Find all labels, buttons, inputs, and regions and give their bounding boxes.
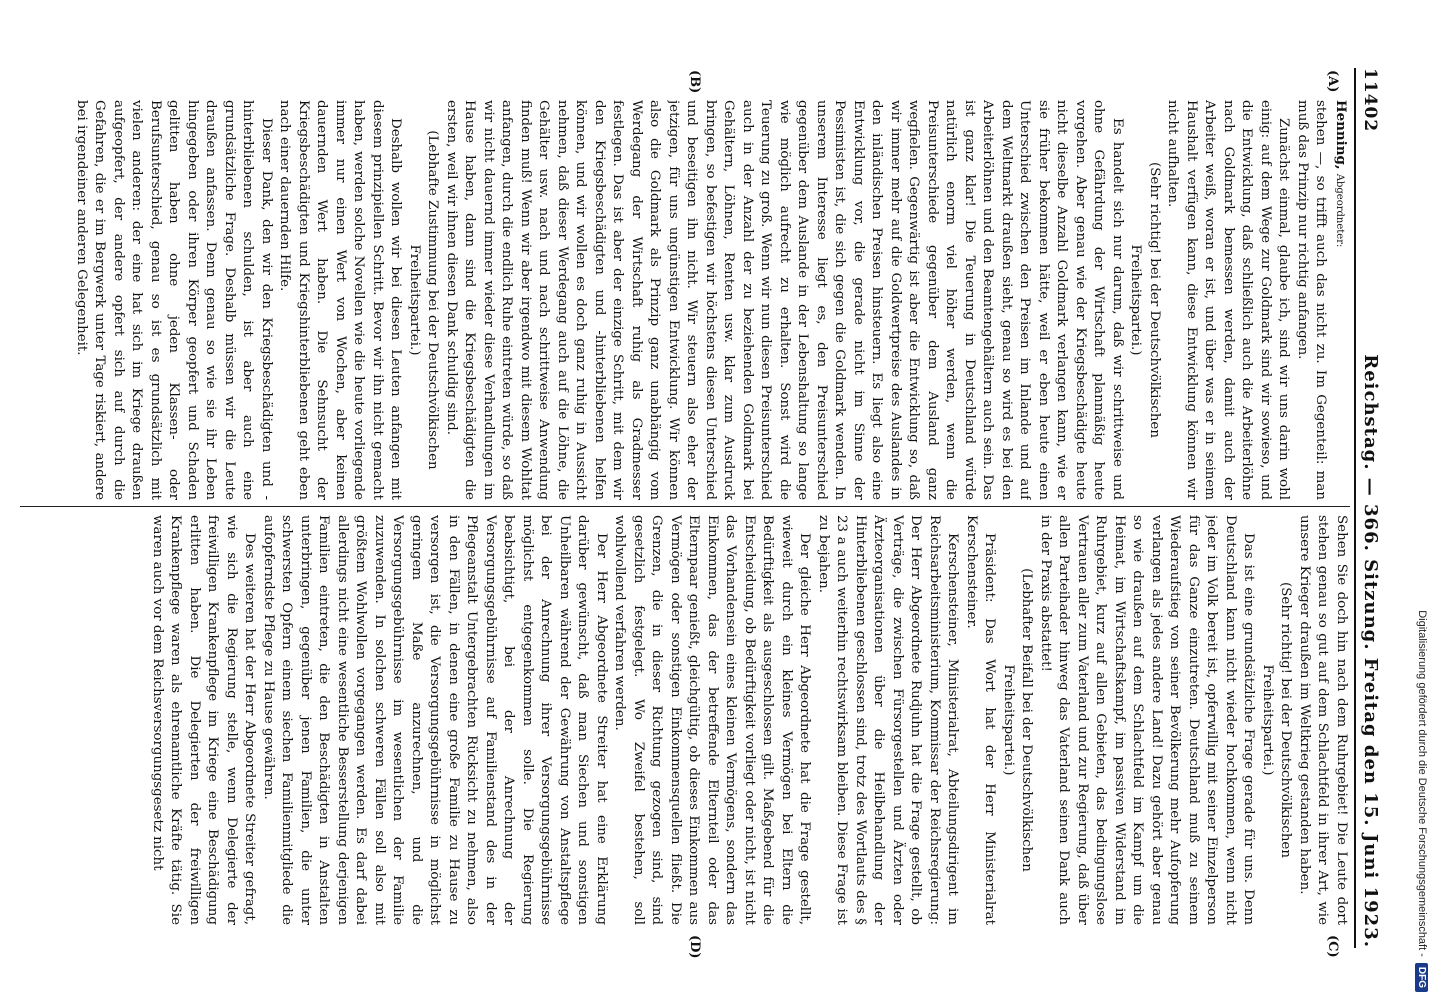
paragraph: Kerschensteiner, Ministerialrat, Abteilungsdirigent im Reichsarbeitsministerium, Kommissar der Reichsregierung: Der Herr Abgeordnete Rudjuhn hat die Frage gestellt, ob Verträge, die zwischen Fürsorgestellen und Ärzten oder Ärzteorganisationen über die Heilbehandlung der Hinterbliebenen geschlossen sind, trotz des Wortlauts des § 23 a auch weiterhin rechtswirksam bleiben. Diese Frage ist zu bejahen. xyxy=(816,515,961,925)
paragraph: Das ist eine grundsätzliche Frage gerade für uns. Denn Deutschland kann nicht wieder hochkommen, wenn nicht jeder im Volk bereit ist, opferwillig mit seiner Einzelperson für das Ganze einzutreten. Deutschland muß zu seinem Wiederaufstieg von seiner Bevölkerung mehr Aufopferung verlangen als jedes andere Land! Dazu gehört aber genau so wie draußen auf dem Schlachtfeld im Kampf um die Heimat, im Wirtschaftskampf, im passiven Widerstand im Ruhrgebiet, kurz auf allen Gebieten, das bedingungslose Vertrauen aller zum Vaterland und zur Regierung, daß über allen Parteihader hinweg das Vaterland seinen Dank auch in der Praxis abstattet! xyxy=(1038,515,1257,925)
rotated-page xyxy=(2,0,1402,1000)
page-header xyxy=(1354,68,1396,948)
digitization-credit xyxy=(1412,8,1432,992)
speaker-name: Henning, xyxy=(1333,100,1349,170)
paragraph: Der Herr Abgeordnete Streiter hat eine Erklärung darüber gewünscht, daß man Siechen und sonstigen Unheilbaren während der Gewährung von Anstaltspflege bei der Anrechnung ihrer Versorgungsgebührnisse möglichst entgegenkommen solle. Die Regierung beabsichtigt, bei der Anrechnung der Versorgungsgebührnisse auf Familienstand des in der Pflegeanstalt Untergebrachten Rücksicht zu nehmen, also in den Fällen, in denen eine große Familie zu Hause zu versorgen ist, die Versorgungsgebührnisse in möglichst geringem Maße anzurechnen, und die Versorgungsgebührnisse im wesentlichen der Familie zuzuwenden. In solchen schweren Fällen soll also mit größtem Wohlwollen vorgegangen werden. Es darf dabei allerdings nicht eine wesentliche Besserstellung derjenigen Familien eintreten, die den Beschädigten in Anstalten unterbringen, gegenüber jenen Familien, die unter schwersten Opfern einem siechen Familienmitgliede die aufopferndste Pflege zu Hause gewähren. xyxy=(261,515,609,925)
president-line: Präsident: Das Wort hat der Herr Ministerialrat Kerschensteiner. xyxy=(964,515,998,925)
speaker-role: Abgeordneter: xyxy=(1334,173,1345,248)
right-column xyxy=(20,515,1350,925)
dfg-logo: DFG xyxy=(1416,963,1429,992)
interjection: (Sehr richtig! bei der Deutschvölkischen Freiheitspartei.) xyxy=(1128,162,1162,438)
page-number: 11402 xyxy=(1360,68,1380,133)
paragraph: Deshalb wollen wir bei diesen Leuten anfangen mit diesem prinzipiellen Schritt. Bevor wir ihn nicht gemacht haben, werden solche Novellen wie die heute vorliegende immer nur einen Wert von Wochen, aber keinen dauernden Wert haben. Die Sehnsucht der Kriegsbeschädigten und Kriegshinterbliebenen geht eben nach einer dauernden Hilfe. xyxy=(277,100,404,500)
interjection: (Lebhafte Zustimmung bei der Deutschvölkischen Freiheitspartei.) xyxy=(407,130,441,470)
margin-mark-c: (C) xyxy=(1325,935,1340,958)
credit-text: Digitalisierung gefördert durch die Deutsche Forschungsgemeinschaft - xyxy=(1416,610,1428,957)
paragraph: Zunächst einmal, glaube ich, sind wir uns darin wohl einig: auf dem Wege zur Goldmark sind wir sowieso, und die Entwicklung, daß schließlich auch die Arbeiterlöhne nach Goldmark bemessen werden, damit auch der Arbeiter weiß, woran er ist, und über was er in seinem Haushalt verfügen kann, diese Entwicklung können wir nicht aufhalten. xyxy=(1165,100,1292,500)
paragraph: Es handelt sich nur darum, daß wir schrittweise und ohne Gefährdung der Wirtschaft planmäßig heute vorgehen. Aber genau wie der Kriegsbeschädigte heute nicht dieselbe Anzahl Goldmark verlangen kann, wie er sie früher bekommen hätte, weil er eben heute einen Unterschied zwischen den Preisen im Inlande und auf dem Weltmarkt draußen sieht, genau so wird es bei den Arbeiterlöhnen und den Beamtengehältern auch sein. Das ist ganz klar! Die Teuerung in Deutschland würde natürlich enorm viel höher werden, wenn die Preisunterschiede gegenüber dem Ausland ganz wegfielen. Gegenwärtig ist aber die Entwicklung so, daß wir immer mehr auf die Goldwertpreise des Auslandes in den inländischen Preisen hinsteuern. Es liegt also eine Entwicklung vor, die gerade nicht im Sinne der Pessimisten ist, die sich gegen die Goldmark wenden. In unserem Interesse liegt es, den Preisunterschied gegenüber dem Auslande in der Lebenshaltung so lange wie möglich aufrecht zu erhalten. Sonst wird die Teuerung zu groß. Wenn wir nun diesen Preisunterschied auch in der Anzahl der zu beziehenden Goldmark bei Gehältern, Löhnen, Renten usw. klar zum Ausdruck bringen, so befestigen wir höchstens diesen Unterschied und beseitigen ihn nicht. Wir steuern also eher der jetzigen, für uns ungünstigen Entwicklung. Wir können also die Goldmark als Prinzip ganz unabhängig vom Werdegang der Wirtschaft ruhig als Gradmesser festlegen. Das ist aber der einzige Schritt, mit dem wir den Kriegsbeschädigten und -hinterbliebenen helfen können, und wir wollen es doch ganz ruhig in Aussicht nehmen, daß dieser Werdegang auch auf die Löhne, die Gehälter usw. nach und nach schrittweise Anwendung finden muß! Wenn wir aber irgendwo mit diesem Wohltat anfangen, durch die endlich Ruhe eintreten würde, so daß wir nicht dauernd immer wieder diese Verhandlungen im Hause haben, dann sind die Kriegsbeschädigten die ersten, weil wir ihnen diesen Dank schuldig sind. xyxy=(444,100,1125,500)
interjection: (Sehr richtig! bei der Deutschvölkischen Freiheitspartei.) xyxy=(1260,582,1294,858)
margin-mark-a: (A) xyxy=(1325,70,1340,93)
paragraph: Sehen Sie doch hin nach dem Ruhrgebiet! Die Leute dort stehen genau so gut auf dem Schlachtfeld in ihrer Art, wie unsere Krieger draußen im Weltkrieg gestanden haben. xyxy=(1297,515,1349,925)
interjection: (Lebhafter Beifall bei der Deutschvölkischen Freiheitspartei.) xyxy=(1001,568,1035,872)
paragraph: Der gleiche Herr Abgeordnete hat die Frage gestellt, wieweit durch ein kleines Vermögen bei Eltern die Bedürftigkeit als ausgeschlossen gilt. Maßgebend für die Entscheidung, ob Bedürftigkeit vorliegt oder nicht, ist nicht das Vorhandensein eines kleinen Vermögens, sondern das Einkommen, das der betreffende Elternteil oder das Elternpaar genießt, gleichgültig, ob dieses Einkommen aus Vermögen oder sonstigen Einkommensquellen fließt. Die Grenzen, die in dieser Richtung gezogen sind, sind gesetzlich festgelegt. Wo Zweifel bestehen, soll wohlwollend verfahren werden. xyxy=(612,515,813,925)
speaker-line xyxy=(1330,100,1351,500)
left-column xyxy=(20,100,1350,500)
margin-mark-d: (D) xyxy=(687,935,702,959)
margin-mark-b: (B) xyxy=(687,70,702,94)
paragraph: Des weiteren hat der Herr Abgeordnete Streiter gefragt, wie sich die Regierung stelle, wenn Delegierte der freiwilligen Krankenpflege im Kriege eine Beschädigung erlitten haben. Die Delegierten der freiwilligen Krankenpflege waren als ehrenamtliche Kräfte tätig. Sie waren auch vor dem Reichsversorgungsgesetz nicht xyxy=(150,515,258,925)
column-divider xyxy=(20,506,1350,507)
paragraph: stehen —, so trifft auch das nicht zu. Im Gegenteil: man muß das Prinzip nur richtig anfangen. xyxy=(1295,100,1329,500)
paragraph: Dieser Dank, den wir den Kriegsbeschädigten und -hinterbliebenen schulden, ist aber auch eine grundsätzliche Frage. Deshalb müssen wir die Leute draußen anfassen. Denn genau so wie sie ihr Leben hingegeben oder ihren Körper geopfert und Schaden gelitten haben ohne jeden Klassen- oder Berufsunterschied, genau so ist es grundsätzlich mit vielen anderen: der eine hat sich im Kriege draußen aufgeopfert, der andere opfert sich auf durch die Gefahren, die er im Bergwerk unter Tage riskiert, andere bei irgendeiner anderen Gelegenheit. xyxy=(74,100,274,500)
running-title: Reichstag. — 366. Sitzung. Freitag den 15. Juni 1923. xyxy=(1360,354,1381,948)
